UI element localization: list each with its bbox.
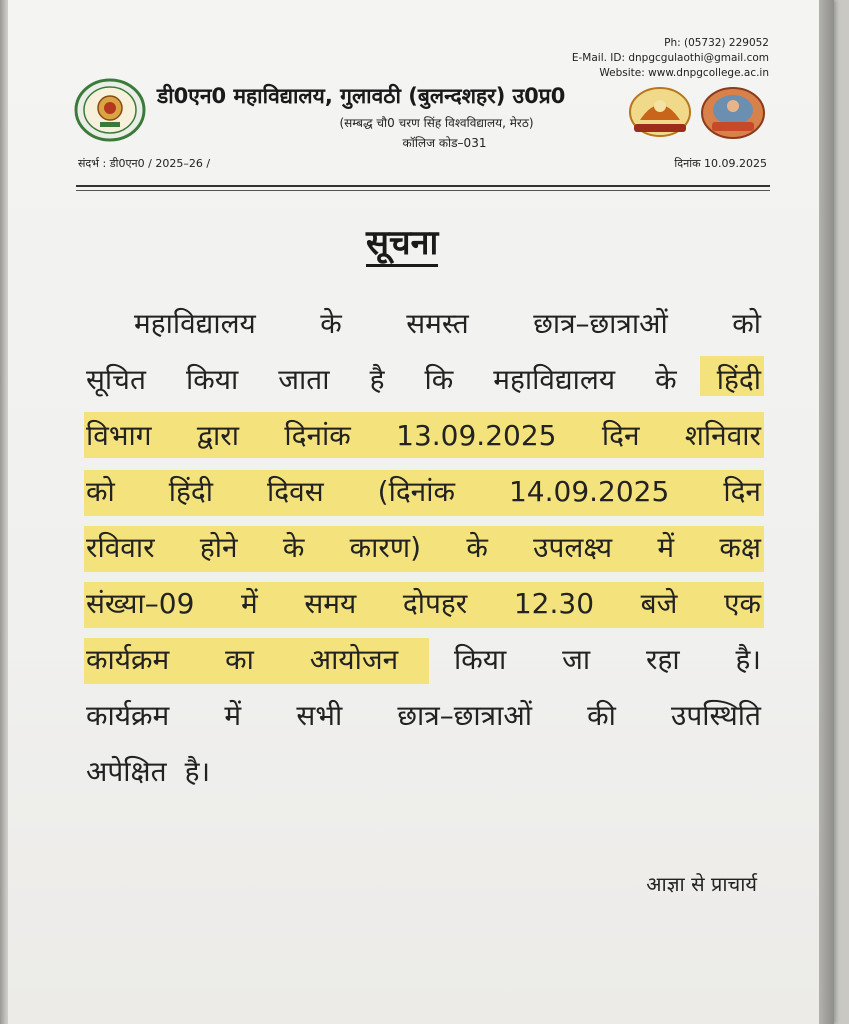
emblem-logo bbox=[626, 84, 694, 140]
word: सभी bbox=[296, 699, 343, 732]
college-name: डी0एन0 महाविद्यालय, गुलावठी (बुलन्दशहर) उ0प्र0 bbox=[157, 84, 566, 108]
word: दिन bbox=[723, 475, 761, 508]
word: महाविद्यालय bbox=[134, 307, 256, 340]
word: है। bbox=[735, 643, 761, 676]
word: विभाग bbox=[86, 419, 152, 452]
word: जा bbox=[562, 643, 591, 676]
word: का bbox=[225, 643, 254, 676]
word: संख्या–09 bbox=[86, 587, 195, 620]
portrait-badge-logo bbox=[700, 86, 766, 140]
word: सूचित bbox=[86, 363, 146, 396]
word: अपेक्षित bbox=[86, 755, 167, 788]
word: के bbox=[655, 363, 677, 396]
word: छात्र–छात्राओं bbox=[533, 307, 668, 340]
word: 12.30 bbox=[513, 587, 595, 620]
word: आयोजन bbox=[309, 643, 399, 676]
word: एक bbox=[723, 587, 761, 620]
word: 13.09.2025 bbox=[396, 419, 557, 452]
email-address: E-Mail. ID: dnpgcgulaothi@gmail.com bbox=[571, 52, 769, 64]
word: की bbox=[587, 699, 616, 732]
word: छात्र–छात्राओं bbox=[397, 699, 532, 732]
notice-line bbox=[86, 752, 761, 792]
notice-line bbox=[86, 640, 761, 680]
page-edge-right bbox=[819, 0, 834, 1024]
word: कि bbox=[424, 363, 454, 396]
word: दिन bbox=[601, 419, 640, 452]
page-edge-left bbox=[0, 0, 8, 1024]
notice-line bbox=[86, 584, 761, 624]
college-seal-logo bbox=[74, 78, 146, 142]
header-divider bbox=[76, 185, 770, 187]
notice-line bbox=[134, 304, 761, 344]
word: समस्त bbox=[406, 307, 469, 340]
notice-line bbox=[86, 696, 761, 736]
word: रहा bbox=[646, 643, 680, 676]
phone-number: Ph: (05732) 229052 bbox=[664, 37, 769, 49]
word: किया bbox=[454, 643, 507, 676]
notice-line bbox=[86, 528, 761, 568]
word: के bbox=[282, 531, 305, 564]
word: 14.09.2025 bbox=[508, 475, 670, 508]
signature-line: आज्ञा से प्राचार्य bbox=[646, 872, 757, 896]
word: कार्यक्रम bbox=[86, 643, 170, 676]
word: हिंदी bbox=[716, 363, 761, 396]
notice-line bbox=[86, 472, 761, 512]
word: द्वारा bbox=[196, 419, 239, 452]
word: (दिनांक bbox=[377, 475, 455, 508]
notice-line bbox=[86, 360, 761, 400]
issue-date: दिनांक 10.09.2025 bbox=[674, 157, 767, 170]
word: है। bbox=[184, 755, 211, 788]
word: दिवस bbox=[267, 475, 324, 508]
word: के bbox=[466, 531, 488, 564]
word: होने bbox=[199, 531, 238, 564]
college-code: कॉलिज कोड–031 bbox=[402, 136, 487, 150]
word: समय bbox=[304, 587, 357, 620]
header-divider-thin bbox=[76, 190, 770, 191]
word: कक्ष bbox=[719, 531, 761, 564]
word: में bbox=[241, 587, 258, 620]
word: बजे bbox=[640, 587, 678, 620]
reference-number: संदर्भ : डी0एन0 / 2025–26 / bbox=[78, 157, 211, 170]
notice-title: सूचना bbox=[366, 224, 438, 267]
word: के bbox=[320, 307, 342, 340]
word: को bbox=[732, 307, 761, 340]
word: दिनांक bbox=[284, 419, 351, 452]
word: दोपहर bbox=[402, 587, 468, 620]
word: महाविद्यालय bbox=[493, 363, 616, 396]
word: उपलक्ष्य bbox=[533, 531, 613, 564]
notice-line bbox=[86, 416, 761, 456]
word: कार्यक्रम bbox=[86, 699, 170, 732]
contact-block bbox=[572, 36, 769, 81]
word: रविवार bbox=[86, 531, 155, 564]
word: जाता bbox=[278, 363, 330, 396]
word: शनिवार bbox=[684, 419, 761, 452]
word: में bbox=[224, 699, 242, 732]
word: में bbox=[657, 531, 675, 564]
website-url: Website: www.dnpgcollege.ac.in bbox=[599, 67, 769, 79]
word: है bbox=[369, 363, 385, 396]
word: किया bbox=[185, 363, 239, 396]
affiliation-text: (सम्बद्ध चौ0 चरण सिंह विश्वविद्यालय, मेरठ) bbox=[339, 116, 534, 130]
word: उपस्थिति bbox=[671, 699, 761, 732]
word: कारण) bbox=[349, 531, 422, 564]
word: को bbox=[86, 475, 115, 508]
word: हिंदी bbox=[168, 475, 214, 508]
